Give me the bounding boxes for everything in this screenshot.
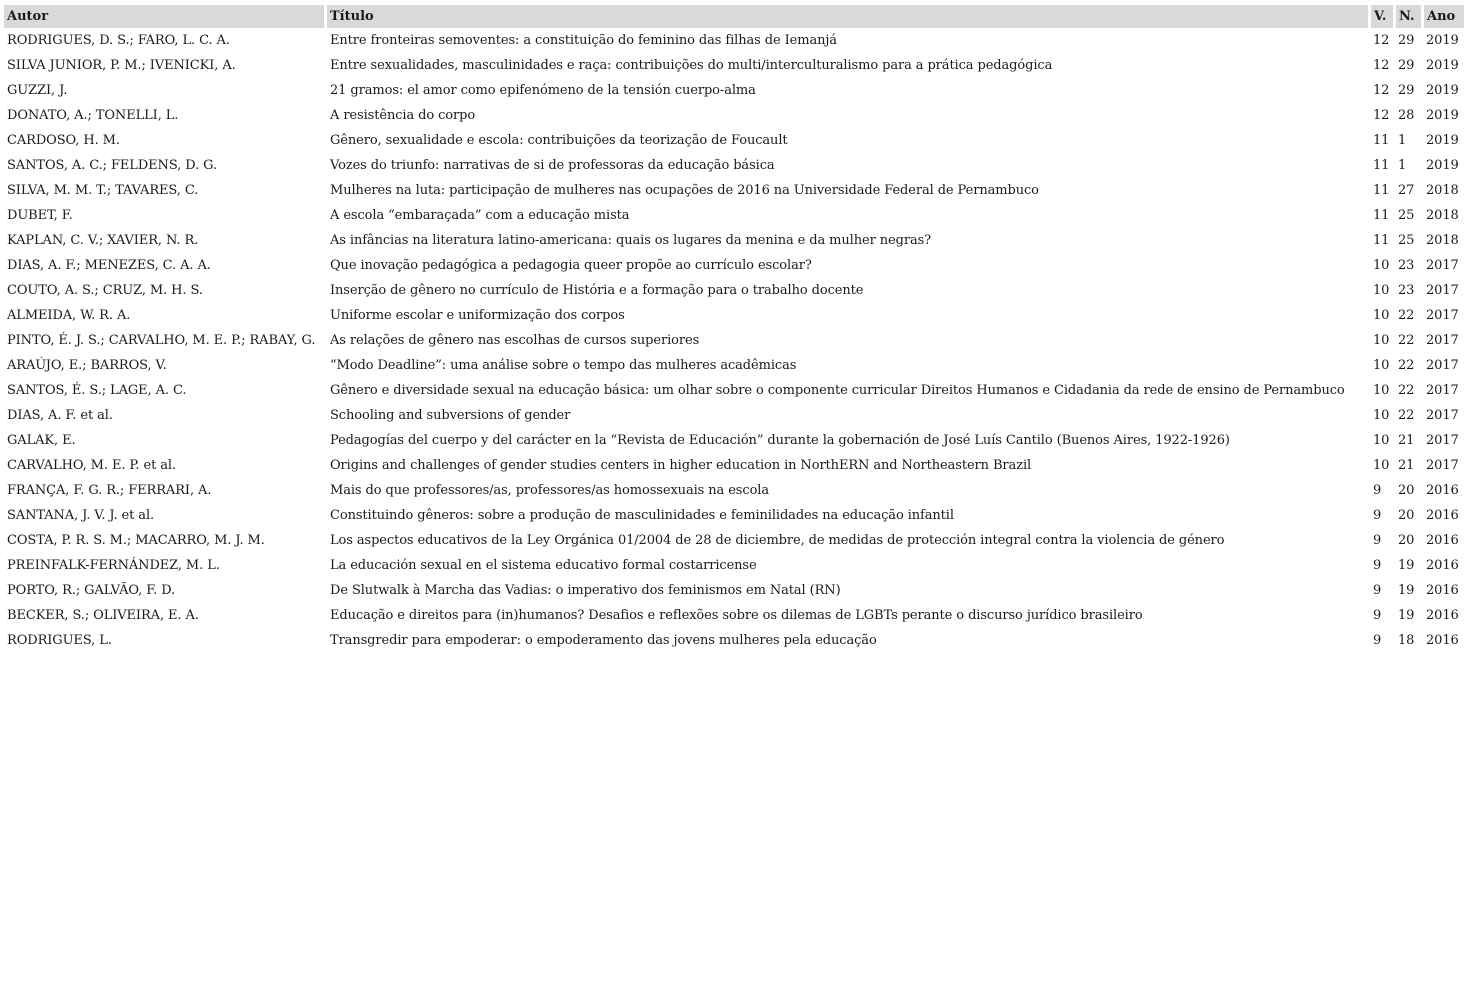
cell-numero: 20 bbox=[1398, 508, 1415, 523]
cell-volume: 10 bbox=[1373, 333, 1390, 348]
cell-numero: 20 bbox=[1398, 533, 1415, 548]
column-header-ano: Ano bbox=[1424, 5, 1464, 28]
articles-table bbox=[1, 5, 1467, 653]
cell-ano: 2017 bbox=[1426, 258, 1459, 273]
table-row bbox=[4, 578, 1464, 603]
cell-ano: 2016 bbox=[1426, 633, 1459, 648]
table-row bbox=[4, 28, 1464, 53]
cell-autor: CARVALHO, M. E. P. et al. bbox=[7, 458, 176, 473]
cell-volume: 9 bbox=[1373, 633, 1382, 648]
cell-titulo: Schooling and subversions of gender bbox=[330, 408, 571, 423]
cell-titulo: Origins and challenges of gender studies centers in higher education in NorthERN and Northeastern Brazil bbox=[330, 458, 1032, 473]
cell-volume: 12 bbox=[1373, 83, 1390, 98]
cell-ano: 2016 bbox=[1426, 508, 1459, 523]
table-body bbox=[4, 28, 1464, 653]
cell-ano: 2019 bbox=[1426, 158, 1459, 173]
cell-ano: 2017 bbox=[1426, 308, 1459, 323]
cell-numero: 22 bbox=[1398, 408, 1415, 423]
column-header-volume: V. bbox=[1371, 5, 1393, 28]
cell-volume: 10 bbox=[1373, 383, 1390, 398]
cell-autor: DIAS, A. F.; MENEZES, C. A. A. bbox=[7, 258, 211, 273]
cell-titulo: As relações de gênero nas escolhas de cursos superiores bbox=[330, 333, 700, 348]
cell-titulo: Uniforme escolar e uniformização dos corpos bbox=[330, 308, 625, 323]
cell-numero: 1 bbox=[1398, 158, 1407, 173]
table-row bbox=[4, 203, 1464, 228]
cell-numero: 21 bbox=[1398, 433, 1415, 448]
header-row bbox=[4, 5, 1464, 28]
cell-autor: ALMEIDA, W. R. A. bbox=[7, 308, 131, 323]
cell-ano: 2017 bbox=[1426, 333, 1459, 348]
cell-titulo: Entre sexualidades, masculinidades e raça: contribuições do multi/interculturalismo para a prática pedagógica bbox=[330, 58, 1053, 73]
table-row bbox=[4, 353, 1464, 378]
cell-numero: 27 bbox=[1398, 183, 1415, 198]
cell-volume: 9 bbox=[1373, 483, 1382, 498]
cell-autor: PINTO, É. J. S.; CARVALHO, M. E. P.; RABAY, G. bbox=[7, 333, 316, 348]
cell-numero: 22 bbox=[1398, 308, 1415, 323]
cell-volume: 10 bbox=[1373, 408, 1390, 423]
table-row bbox=[4, 78, 1464, 103]
cell-volume: 10 bbox=[1373, 258, 1390, 273]
cell-autor: DUBET, F. bbox=[7, 208, 73, 223]
cell-autor: SANTOS, É. S.; LAGE, A. C. bbox=[7, 383, 187, 398]
cell-autor: RODRIGUES, L. bbox=[7, 633, 112, 648]
table-row bbox=[4, 503, 1464, 528]
column-header-autor: Autor bbox=[4, 5, 324, 28]
table-row bbox=[4, 253, 1464, 278]
cell-ano: 2016 bbox=[1426, 533, 1459, 548]
cell-autor: PORTO, R.; GALVÃO, F. D. bbox=[7, 583, 176, 598]
cell-numero: 28 bbox=[1398, 108, 1415, 123]
cell-autor: SANTANA, J. V. J. et al. bbox=[7, 508, 155, 523]
cell-ano: 2018 bbox=[1426, 233, 1459, 248]
table-row bbox=[4, 628, 1464, 653]
cell-autor: DONATO, A.; TONELLI, L. bbox=[7, 108, 179, 123]
table-row bbox=[4, 403, 1464, 428]
cell-titulo: Pedagogías del cuerpo y del carácter en la “Revista de Educación” durante la gobernación de José Luís Cantilo (Buenos Aires, 1922-1926) bbox=[330, 433, 1230, 448]
cell-volume: 9 bbox=[1373, 558, 1382, 573]
cell-autor: GALAK, E. bbox=[7, 433, 76, 448]
cell-volume: 11 bbox=[1373, 183, 1390, 198]
cell-autor: GUZZI, J. bbox=[7, 83, 68, 98]
cell-volume: 12 bbox=[1373, 33, 1390, 48]
cell-autor: PREINFALK-FERNÁNDEZ, M. L. bbox=[7, 558, 220, 573]
table-row bbox=[4, 178, 1464, 203]
cell-volume: 12 bbox=[1373, 108, 1390, 123]
cell-ano: 2016 bbox=[1426, 558, 1459, 573]
cell-ano: 2016 bbox=[1426, 608, 1459, 623]
table-row bbox=[4, 153, 1464, 178]
table-row bbox=[4, 278, 1464, 303]
cell-volume: 9 bbox=[1373, 583, 1382, 598]
cell-titulo: Entre fronteiras semoventes: a constituição do feminino das filhas de Iemanjá bbox=[330, 33, 837, 48]
cell-volume: 11 bbox=[1373, 233, 1390, 248]
cell-titulo: A resistência do corpo bbox=[330, 108, 476, 123]
cell-titulo: A escola “embaraçada” com a educação mista bbox=[330, 208, 630, 223]
cell-ano: 2019 bbox=[1426, 83, 1459, 98]
page bbox=[4, 5, 1470, 653]
cell-titulo: Constituindo gêneros: sobre a produção de masculinidades e feminilidades na educação infantil bbox=[330, 508, 954, 523]
cell-numero: 25 bbox=[1398, 208, 1415, 223]
cell-ano: 2017 bbox=[1426, 433, 1459, 448]
cell-ano: 2018 bbox=[1426, 183, 1459, 198]
cell-titulo: Transgredir para empoderar: o empoderamento das jovens mulheres pela educação bbox=[330, 633, 877, 648]
cell-titulo: Mais do que professores/as, professores/as homossexuais na escola bbox=[330, 483, 769, 498]
cell-numero: 19 bbox=[1398, 558, 1415, 573]
cell-ano: 2019 bbox=[1426, 33, 1459, 48]
cell-titulo: Vozes do triunfo: narrativas de si de professoras da educação básica bbox=[330, 158, 775, 173]
cell-volume: 10 bbox=[1373, 458, 1390, 473]
table-row bbox=[4, 453, 1464, 478]
cell-autor: COSTA, P. R. S. M.; MACARRO, M. J. M. bbox=[7, 533, 265, 548]
cell-numero: 19 bbox=[1398, 583, 1415, 598]
cell-autor: ARAÚJO, E.; BARROS, V. bbox=[7, 358, 167, 373]
cell-volume: 10 bbox=[1373, 283, 1390, 298]
table-row bbox=[4, 228, 1464, 253]
cell-autor: FRANÇA, F. G. R.; FERRARI, A. bbox=[7, 483, 212, 498]
cell-autor: KAPLAN, C. V.; XAVIER, N. R. bbox=[7, 233, 199, 248]
cell-numero: 1 bbox=[1398, 133, 1407, 148]
cell-numero: 29 bbox=[1398, 83, 1415, 98]
cell-autor: RODRIGUES, D. S.; FARO, L. C. A. bbox=[7, 33, 230, 48]
cell-volume: 10 bbox=[1373, 433, 1390, 448]
cell-ano: 2017 bbox=[1426, 283, 1459, 298]
column-header-numero: N. bbox=[1396, 5, 1421, 28]
cell-ano: 2019 bbox=[1426, 108, 1459, 123]
cell-numero: 18 bbox=[1398, 633, 1415, 648]
cell-autor: CARDOSO, H. M. bbox=[7, 133, 120, 148]
cell-volume: 10 bbox=[1373, 308, 1390, 323]
cell-volume: 10 bbox=[1373, 358, 1390, 373]
cell-ano: 2017 bbox=[1426, 383, 1459, 398]
table-row bbox=[4, 528, 1464, 553]
cell-autor: COUTO, A. S.; CRUZ, M. H. S. bbox=[7, 283, 203, 298]
cell-numero: 23 bbox=[1398, 258, 1415, 273]
cell-autor: BECKER, S.; OLIVEIRA, E. A. bbox=[7, 608, 199, 623]
cell-titulo: Gênero e diversidade sexual na educação básica: um olhar sobre o componente curricular Direitos Humanos e Cidadania da rede de ensino de Pernambuco bbox=[330, 383, 1345, 398]
cell-numero: 20 bbox=[1398, 483, 1415, 498]
cell-numero: 25 bbox=[1398, 233, 1415, 248]
cell-titulo: Gênero, sexualidade e escola: contribuições da teorização de Foucault bbox=[330, 133, 788, 148]
cell-volume: 9 bbox=[1373, 533, 1382, 548]
cell-autor: SILVA, M. M. T.; TAVARES, C. bbox=[7, 183, 199, 198]
cell-ano: 2017 bbox=[1426, 358, 1459, 373]
cell-volume: 9 bbox=[1373, 508, 1382, 523]
column-header-titulo: Título bbox=[327, 5, 1368, 28]
cell-volume: 11 bbox=[1373, 208, 1390, 223]
cell-volume: 11 bbox=[1373, 133, 1390, 148]
cell-titulo: Mulheres na luta: participação de mulheres nas ocupações de 2016 na Universidade Federal de Pernambuco bbox=[330, 183, 1039, 198]
table-header bbox=[4, 5, 1464, 28]
cell-titulo: Educação e direitos para (in)humanos? Desafios e reflexões sobre os dilemas de LGBTs perante o discurso jurídico brasileiro bbox=[330, 608, 1143, 623]
cell-numero: 22 bbox=[1398, 383, 1415, 398]
table-row bbox=[4, 103, 1464, 128]
cell-numero: 29 bbox=[1398, 33, 1415, 48]
cell-titulo: Inserção de gênero no currículo de História e a formação para o trabalho docente bbox=[330, 283, 864, 298]
cell-ano: 2016 bbox=[1426, 483, 1459, 498]
cell-ano: 2017 bbox=[1426, 458, 1459, 473]
table-row bbox=[4, 603, 1464, 628]
cell-titulo: “Modo Deadline”: uma análise sobre o tempo das mulheres acadêmicas bbox=[330, 358, 797, 373]
cell-autor: SILVA JUNIOR, P. M.; IVENICKI, A. bbox=[7, 58, 236, 73]
cell-ano: 2019 bbox=[1426, 58, 1459, 73]
cell-numero: 23 bbox=[1398, 283, 1415, 298]
cell-numero: 22 bbox=[1398, 358, 1415, 373]
cell-titulo: La educación sexual en el sistema educativo formal costarricense bbox=[330, 558, 757, 573]
table-row bbox=[4, 128, 1464, 153]
cell-ano: 2017 bbox=[1426, 408, 1459, 423]
cell-ano: 2016 bbox=[1426, 583, 1459, 598]
table-row bbox=[4, 53, 1464, 78]
cell-titulo: Que inovação pedagógica a pedagogia queer propõe ao currículo escolar? bbox=[330, 258, 812, 273]
table-row bbox=[4, 328, 1464, 353]
cell-titulo: De Slutwalk à Marcha das Vadias: o imperativo dos feminismos em Natal (RN) bbox=[330, 583, 841, 598]
table-row bbox=[4, 303, 1464, 328]
cell-titulo: 21 gramos: el amor como epifenómeno de la tensión cuerpo-alma bbox=[330, 83, 756, 98]
table-row bbox=[4, 428, 1464, 453]
table-row bbox=[4, 378, 1464, 403]
cell-autor: SANTOS, A. C.; FELDENS, D. G. bbox=[7, 158, 218, 173]
cell-volume: 11 bbox=[1373, 158, 1390, 173]
cell-volume: 12 bbox=[1373, 58, 1390, 73]
cell-ano: 2019 bbox=[1426, 133, 1459, 148]
cell-numero: 29 bbox=[1398, 58, 1415, 73]
cell-numero: 21 bbox=[1398, 458, 1415, 473]
cell-numero: 19 bbox=[1398, 608, 1415, 623]
cell-volume: 9 bbox=[1373, 608, 1382, 623]
cell-numero: 22 bbox=[1398, 333, 1415, 348]
cell-titulo: Los aspectos educativos de la Ley Orgánica 01/2004 de 28 de diciembre, de medidas de protección integral contra la violencia de género bbox=[330, 533, 1225, 548]
cell-titulo: As infâncias na literatura latino-americana: quais os lugares da menina e da mulher negras? bbox=[330, 233, 932, 248]
table-row bbox=[4, 478, 1464, 503]
cell-autor: DIAS, A. F. et al. bbox=[7, 408, 113, 423]
cell-ano: 2018 bbox=[1426, 208, 1459, 223]
table-row bbox=[4, 553, 1464, 578]
